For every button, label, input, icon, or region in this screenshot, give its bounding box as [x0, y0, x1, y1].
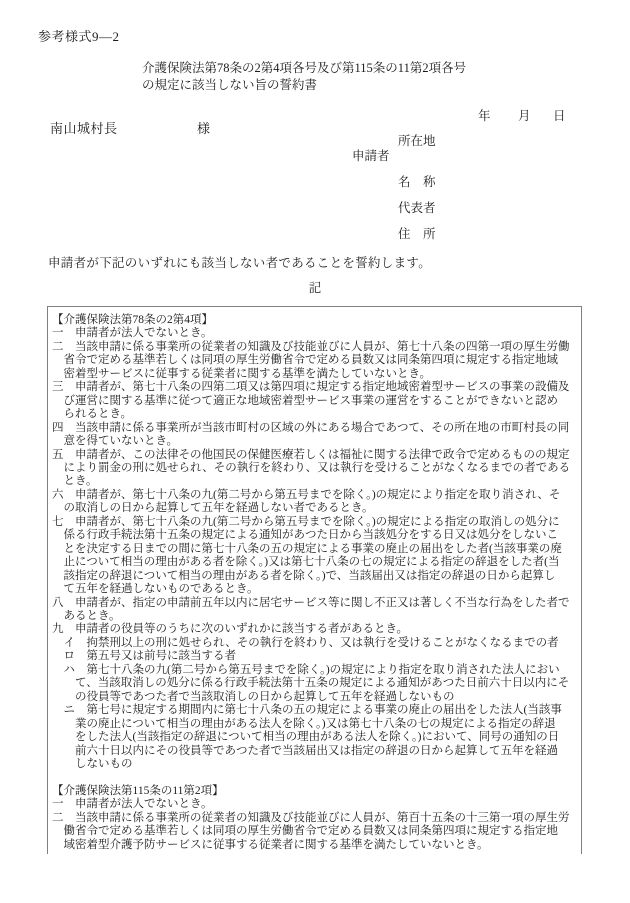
pledge-box-line: をした法人(当該指定の辞退について相当の理由がある法人を除く。)において、同号の通知の日	[52, 731, 560, 744]
pledge-box-line: ハ 第七十八条の九(第二号から第五号までを除く。)の規定により指定を取り消された法人におい	[52, 663, 560, 676]
date-month-label: 月	[518, 109, 531, 123]
pledge-box-line: 業の廃止について相当の理由がある法人を除く。)又は第七十八条の七の規定による指定の辞退	[52, 717, 556, 730]
pledge-box-line: 八 申請者が、指定の申請前五年以内に居宅サービス等に関し不正又は著しく不当な行為をした者で	[52, 596, 570, 609]
pledge-box-line: 域密着型介護予防サービスに従事する従業者に関する基準を満たしていないとき。	[52, 838, 489, 851]
pledge-box-line: 一 申請者が法人でないとき。	[52, 327, 213, 340]
pledge-box-line: 該指定の辞退について相当の理由がある者を除く。)で、当該届出又は指定の辞退の日から起算し	[52, 569, 556, 582]
applicant-field-name: 名 称	[398, 175, 436, 189]
pledge-box-line	[52, 771, 578, 784]
pledge-box-line: 一 申請者が法人でないとき。	[52, 798, 213, 811]
pledge-box-line: の役員等であつた者で当該取消しの日から起算して五年を経過しないもの	[52, 690, 455, 703]
applicant-label: 申請者	[352, 149, 390, 163]
pledge-box-line: 密着型サービスに従事する従業者に関する基準を満たしていないとき。	[52, 367, 432, 380]
date-day-label: 日	[553, 109, 566, 123]
ki-heading: 記	[308, 281, 322, 295]
pledge-box-line: 六 申請者が、第七十八条の九(第二号から第五号までを除く。)の規定により指定を取り消され、そ	[52, 488, 561, 501]
pledge-box-line: ロ 第五号又は前号に該当する者	[52, 650, 236, 663]
pledge-box-line: の取消しの日から起算して五年を経過しない者であるとき。	[52, 502, 374, 515]
pledge-box-line: 三 申請者が、第七十八条の四第二項又は第四項に規定する指定地域密着型サービスの事業の設備及	[52, 381, 570, 394]
document-title-line-2: の規定に該当しない旨の誓約書	[142, 78, 318, 92]
pledge-box-line: 七 申請者が、第七十八条の九(第二号から第五号までを除く。)の規定による指定の取消しの処分に	[52, 515, 560, 528]
applicant-field-location: 所在地	[398, 134, 436, 148]
date-year-label: 年	[478, 109, 491, 123]
pledge-box-line: 九 申請者の役員等のうちに次のいずれかに該当する者があるとき。	[52, 623, 409, 636]
form-number: 参考様式9—2	[38, 29, 120, 44]
pledge-box-line: られるとき。	[52, 408, 133, 421]
pledge-box-line: 【介護保険法第78条の2第4項】	[52, 314, 213, 326]
pledge-box-line: 二 当該申請に係る事業所の従業者の知識及び技能並びに人員が、第百十五条の十三第一項の厚生労	[52, 811, 570, 824]
pledge-box-line: 係る行政手続法第十五条の規定による通知があつた日から当該処分をする日又は処分をしないこ	[52, 529, 558, 542]
pledge-box-line: とを決定する日までの間に第七十八条の五の規定による事業の廃止の届出をした者(当該事業の廃	[52, 542, 562, 555]
pledge-box-line: 前六十日以内にその役員等であつた者で当該届出又は指定の辞退の日から起算して五年を経過	[52, 744, 558, 757]
pledge-box-line: ニ 第七号に規定する期間内に第七十八条の五の規定による事業の廃止の届出をした法人(当該事	[52, 704, 562, 717]
pledge-box-line: とき。	[52, 475, 98, 488]
pledge-box	[47, 306, 582, 854]
addressee-honorific: 様	[197, 121, 211, 136]
document-title-line-1: 介護保険法第78条の2第4項各号及び第115条の11第2項各号	[142, 61, 467, 75]
pledge-box-line: 意を得ていないとき。	[52, 435, 179, 448]
pledge-box-line: 二 当該申請に係る事業所の従業者の知識及び技能並びに人員が、第七十八条の四第一項の厚生労働	[52, 340, 570, 353]
pledge-box-line: 四 当該申請に係る事業所が当該市町村の区域の外にある場合であつて、その所在地の市町村長の同	[52, 421, 570, 434]
applicant-field-address: 住 所	[398, 227, 436, 241]
pledge-box-line: び運営に関する基準に従つて適正な地域密着型サービス事業の運営をすることができないと認め	[52, 394, 558, 407]
pledge-box-line: あるとき。	[52, 609, 121, 622]
pledge-box-line: 省令で定める基準若しくは同項の厚生労働省令で定める員数又は同条第四項に規定する指定地域	[52, 354, 558, 367]
pledge-box-line: 【介護保険法第115条の11第2項】	[52, 784, 224, 797]
pledge-box-line: て、当該取消しの処分に係る行政手続法第十五条の規定による通知があつた日前六十日以内にそ	[52, 677, 570, 690]
pledge-box-line: 止について相当の理由がある者を除く。)又は第七十八条の七の規定による指定の辞退をした者(当	[52, 556, 560, 569]
pledge-box-line: て五年を経過しないものであるとき。	[52, 583, 259, 596]
pledge-box-line: 五 申請者が、この法律その他国民の保健医療若しくは福祉に関する法律で政令で定めるものの規定	[52, 448, 570, 461]
applicant-field-representative: 代表者	[398, 201, 436, 215]
document-title	[142, 60, 466, 94]
addressee-name: 南山城村長	[50, 121, 118, 136]
pledge-box-line: しないもの	[52, 757, 133, 770]
pledge-box-line: により罰金の刑に処せられ、その執行を終わり、又は執行を受けることがなくなるまでの者である	[52, 461, 571, 474]
pledge-sentence: 申請者が下記のいずれにも該当しない者であることを誓約します。	[48, 256, 432, 270]
pledge-box-line: イ 拘禁刑以上の刑に処せられ、その執行を終わり、又は執行を受けることがなくなるまでの者	[52, 636, 559, 649]
pledge-box-line: 働省令で定める基準若しくは同項の厚生労働省令で定める員数又は同条第四項に規定する指定地	[52, 825, 558, 838]
